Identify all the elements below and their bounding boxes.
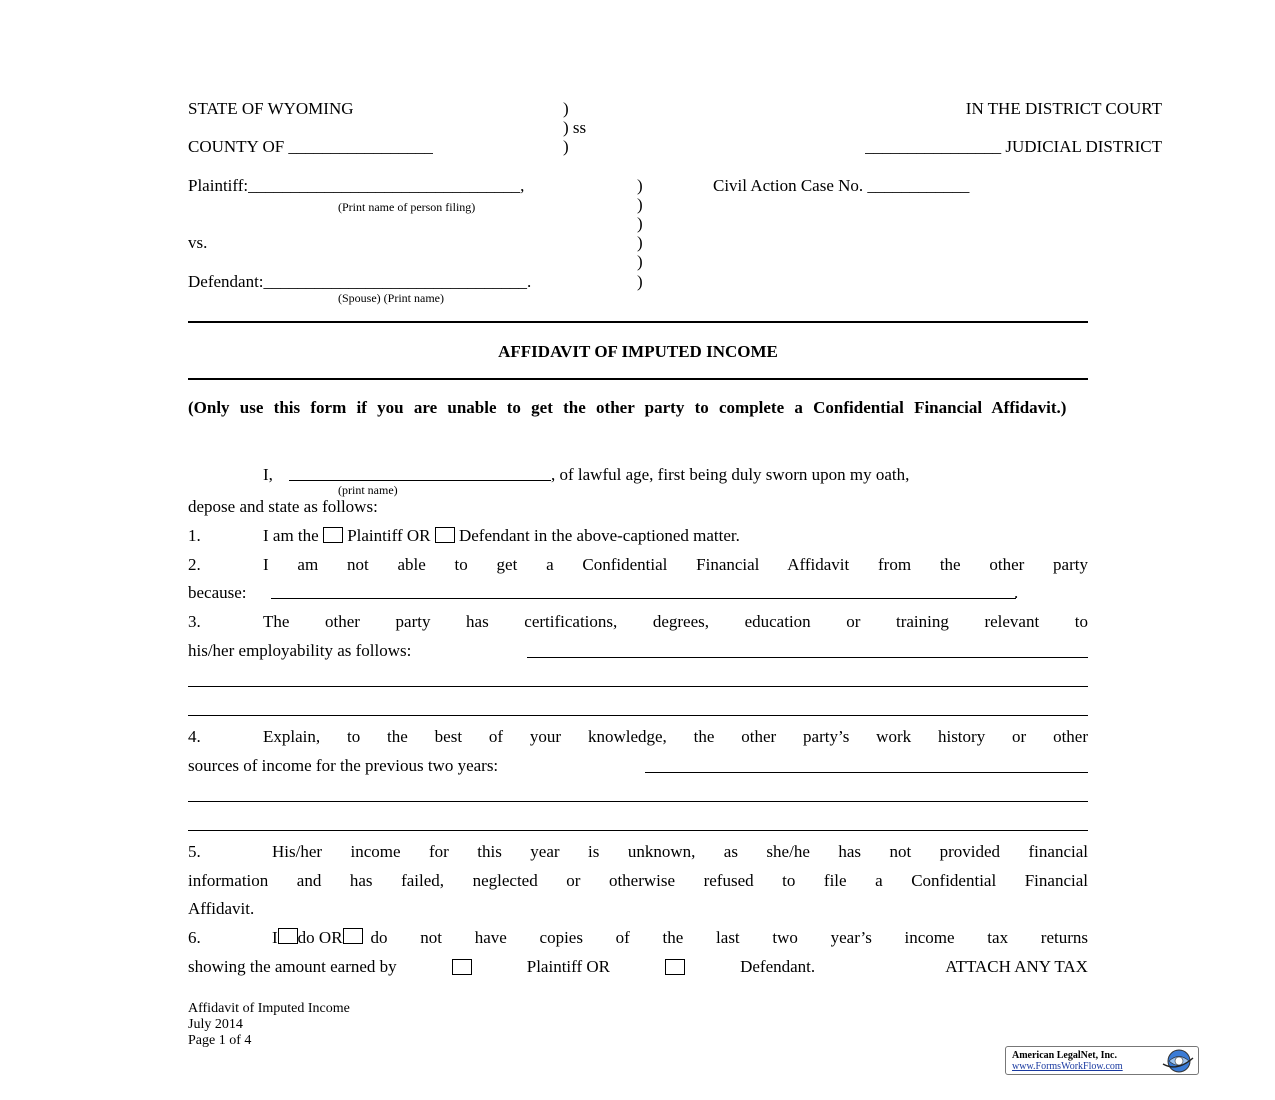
- item1-defendant-label: Defendant in the above-captioned matter.: [458, 526, 740, 545]
- state-label: STATE OF WYOMING: [188, 99, 354, 118]
- item6-do-not-label: do not have copies of the last two year’s income tax returns: [370, 928, 1088, 947]
- document-title: AFFIDAVIT OF IMPUTED INCOME: [498, 342, 778, 361]
- plaintiff-checkbox[interactable]: [323, 527, 343, 543]
- item-number: 3.: [188, 612, 201, 631]
- employability-line[interactable]: [188, 715, 1088, 716]
- item2-text: I am not able to get a Confidential Financial Affidavit from the other party: [263, 555, 1088, 574]
- work-history-line[interactable]: [188, 830, 1088, 831]
- caption-paren: ): [637, 272, 643, 291]
- caption-paren: ): [637, 214, 643, 233]
- item3-text: The other party has certifications, degrees, education or training relevant to: [263, 612, 1088, 631]
- legalnet-logo[interactable]: [1005, 1046, 1199, 1075]
- caption-paren: ): [637, 233, 643, 252]
- item1-text: [263, 526, 740, 546]
- depose-text: depose and state as follows:: [188, 497, 378, 516]
- print-name-field[interactable]: [289, 466, 551, 481]
- item-number: 5.: [188, 842, 201, 861]
- do-checkbox[interactable]: [278, 928, 298, 944]
- item6-plaintiff-label: Plaintiff OR: [526, 957, 611, 976]
- case-number-field[interactable]: Civil Action Case No. ____________: [713, 176, 970, 195]
- logo-url[interactable]: www.FormsWorkFlow.com: [1012, 1061, 1123, 1072]
- logo-company: American LegalNet, Inc.: [1012, 1050, 1117, 1061]
- work-history-field[interactable]: [645, 772, 1088, 773]
- item3-employability: his/her employability as follows:: [188, 641, 412, 660]
- item4-text: Explain, to the best of your knowledge, the other party’s work history or other: [263, 727, 1088, 746]
- employability-line[interactable]: [188, 686, 1088, 687]
- item5-text-3: Affidavit.: [188, 899, 255, 918]
- item-number: 1.: [188, 526, 201, 545]
- item6-i: I: [272, 928, 278, 947]
- employability-field[interactable]: [527, 657, 1088, 658]
- vs-label: vs.: [188, 233, 208, 252]
- intro-oath: , of lawful age, first being duly sworn upon my oath,: [551, 465, 910, 484]
- footer-form-name: Affidavit of Imputed Income: [188, 1001, 350, 1016]
- period: .: [1014, 583, 1019, 602]
- county-field[interactable]: COUNTY OF _________________: [188, 137, 433, 156]
- judicial-district-field[interactable]: ________________ JUDICIAL DISTRICT: [865, 137, 1162, 156]
- court-label: IN THE DISTRICT COURT: [965, 99, 1162, 118]
- instruction-text: (Only use this form if you are unable to get the other party to complete a Confidential Financial Affidavit.): [188, 398, 1067, 417]
- caption-paren: ): [637, 176, 643, 195]
- item6-defendant-checkbox[interactable]: [665, 959, 685, 975]
- work-history-line[interactable]: [188, 801, 1088, 802]
- item4-sources: sources of income for the previous two years:: [188, 756, 499, 775]
- caption-paren: ): [637, 195, 643, 214]
- item5-text-2: information and has failed, neglected or otherwise refused to file a Confidential Financial: [188, 871, 1088, 890]
- item6-do-label: do OR: [297, 928, 343, 947]
- item6-attach: ATTACH ANY TAX: [945, 957, 1088, 976]
- item6-earned-by: showing the amount earned by: [188, 957, 397, 976]
- title-top-rule: [188, 321, 1088, 323]
- plaintiff-note: (Print name of person filing): [338, 200, 476, 214]
- item-number: 6.: [188, 928, 201, 947]
- item1-lead: I am the: [263, 526, 319, 545]
- caption-paren: ): [637, 252, 643, 271]
- globe-icon: [1161, 1048, 1195, 1074]
- defendant-note: (Spouse) (Print name): [338, 291, 444, 305]
- item-number: 2.: [188, 555, 201, 574]
- caption-paren: ): [563, 99, 569, 118]
- do-not-checkbox[interactable]: [343, 928, 363, 944]
- caption-paren: ): [563, 137, 569, 156]
- because-field[interactable]: [271, 584, 1016, 599]
- defendant-checkbox[interactable]: [435, 527, 455, 543]
- print-name-note: (print name): [338, 483, 398, 497]
- item6-line1: [272, 928, 1088, 948]
- caption-ss: ) ss: [563, 118, 587, 137]
- item1-plaintiff-label: Plaintiff OR: [347, 526, 431, 545]
- item6-line2: [188, 957, 1088, 977]
- item2-because: because:: [188, 583, 247, 602]
- item5-text: His/her income for this year is unknown, as she/he has not provided financial: [272, 842, 1088, 861]
- item6-defendant-label: Defendant.: [740, 957, 816, 976]
- footer-page: Page 1 of 4: [188, 1033, 252, 1048]
- defendant-field[interactable]: Defendant:_______________________________.: [188, 272, 532, 291]
- item-number: 4.: [188, 727, 201, 746]
- footer-date: July 2014: [188, 1017, 243, 1032]
- title-bottom-rule: [188, 378, 1088, 380]
- intro-i: I,: [263, 465, 273, 484]
- item6-plaintiff-checkbox[interactable]: [452, 959, 472, 975]
- plaintiff-field[interactable]: Plaintiff:________________________________,: [188, 176, 525, 195]
